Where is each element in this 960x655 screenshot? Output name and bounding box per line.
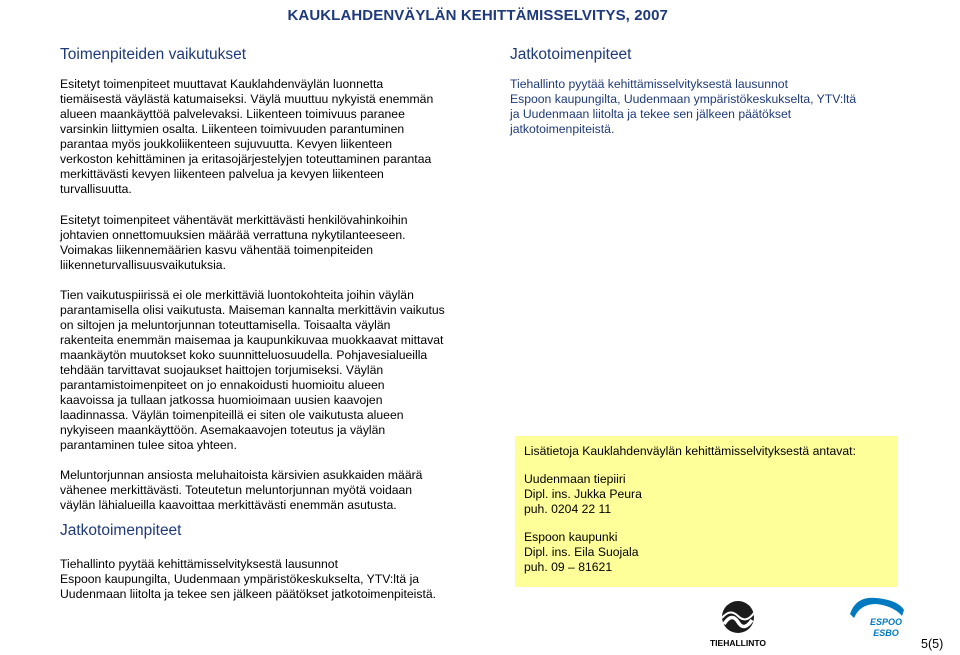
right-column	[510, 46, 890, 137]
text-line: turvallisuutta.	[60, 182, 132, 196]
left-column	[60, 46, 455, 513]
document-header-title: KAUKLAHDENVÄYLÄN KEHITTÄMISSELVITYS, 2007	[287, 7, 668, 24]
text-line: Espoon kaupungilta, Uudenmaan ympäristökeskukselta, YTV:ltä	[510, 92, 857, 106]
contact-phone-1: puh. 0204 22 11	[524, 502, 612, 516]
text-line: Esitetyt toimenpiteet vähentävät merkittävästi henkilövahinkoihin	[60, 213, 408, 227]
text-line: väylän lähialueilla kaavoittaa merkittävästi enemmän asutusta.	[60, 498, 397, 512]
text-line: alueen maankäyttöä palvelevaksi. Liikenteen toimivuus paranee	[60, 107, 405, 121]
text-line: tehdään tarvittavat suojaukset haittojen torjumiseksi. Väylän	[60, 363, 384, 377]
text-line: Espoon kaupungilta, Uudenmaan ympäristökeskukselta, YTV:ltä ja	[60, 572, 420, 586]
paragraph-next-steps-right	[510, 77, 890, 137]
text-line: verkoston kehittäminen ja eritasojärjestelyjen toteuttaminen parantaa	[60, 152, 432, 166]
tiehallinto-logo	[708, 600, 768, 650]
text-line: Uudenmaan liitolta ja tekee sen jälkeen päätökset jatkotoimenpiteistä.	[60, 587, 437, 601]
espoo-logo-text-2: ESBO	[873, 628, 899, 638]
contact-info-box	[515, 436, 898, 587]
text-line: Tien vaikutuspiirissä ei ole merkittäviä luontokohteita joihin väylän	[60, 288, 414, 302]
tiehallinto-logo-text: TIEHALLINTO	[709, 638, 767, 648]
text-line: parantamistoimenpiteet on jo ennakoidusti huomioitu alueen	[60, 378, 385, 392]
contact-org-1: Uudenmaan tiepiiri	[524, 472, 626, 486]
section-heading-impacts: Toimenpiteiden vaikutukset	[60, 46, 247, 63]
text-line: nykyiseen maankäyttöön. Asemakaavojen toteutus ja väylän	[60, 423, 386, 437]
section-heading-next-steps-right: Jatkotoimenpiteet	[510, 46, 632, 63]
contact-person-1: Dipl. ins. Jukka Peura	[524, 487, 642, 501]
text-line: Voimakas liikennemäärien kasvu vähentää toimenpiteiden	[60, 243, 374, 257]
text-line: johtavien onnettomuuksien määrää verrattuna nykytilanteeseen.	[60, 228, 406, 242]
text-line: maankäytön muutokset koko suunnitteluosuudella. Pohjavesialueilla	[60, 348, 428, 362]
text-line: Meluntorjunnan ansiosta meluhaitoista kärsivien asukkaiden määrä	[60, 468, 423, 482]
text-line: varsinkin liittymien osalta. Liikenteen toimivuuden parantuminen	[60, 122, 405, 136]
text-line: kaavoissa ja tullaan jatkossa huomioimaan uusien kaavojen	[60, 393, 383, 407]
text-line: parantamisella olisi vaikutusta. Maiseman kannalta merkittävin vaikutus	[60, 303, 445, 317]
espoo-logo	[846, 592, 908, 640]
section-heading-next-steps-left: Jatkotoimenpiteet	[60, 522, 182, 539]
page-number: 5(5)	[921, 637, 944, 651]
text-line: ja Uudenmaan liitolta ja tekee sen jälkeen päätökset	[510, 107, 792, 121]
contact-person-2: Dipl. ins. Eila Suojala	[524, 545, 639, 559]
contact-info-title: Lisätietoja Kauklahdenväylän kehittämisselvityksestä antavat:	[524, 444, 856, 458]
contact-org-2: Espoon kaupunki	[524, 530, 618, 544]
text-line: parantaminen tulee sitoa yhteen.	[60, 438, 237, 452]
text-line: jatkotoimenpiteistä.	[510, 122, 615, 136]
contact-phone-2: puh. 09 – 81621	[524, 560, 613, 574]
text-line: rakenteita enemmän maisemaa ja kaupunkikuvaa muokkaavat mittavat	[60, 333, 444, 347]
text-line: Tiehallinto pyytää kehittämisselvityksestä lausunnot	[60, 557, 338, 571]
text-line: laadinnassa. Väylän toimenpiteillä ei siten ole vaikutusta alueen	[60, 408, 404, 422]
text-line: vähenee merkittävästi. Toteutetun meluntorjunnan myötä voidaan	[60, 483, 413, 497]
paragraph-next-steps-left	[60, 557, 455, 602]
text-line: Esitetyt toimenpiteet muuttavat Kauklahdenväylän luonnetta	[60, 77, 384, 91]
text-line: on siltojen ja meluntorjunnan toteuttamisella. Toisaalta väylän	[60, 318, 391, 332]
text-line: tiemäisestä väylästä katumaiseksi. Väylä muuttuu nykyistä enemmän	[60, 92, 434, 106]
text-line: parantaa myös joukkoliikenteen sujuvuutta. Kevyen liikenteen	[60, 137, 392, 151]
paragraph-impacts-1	[60, 77, 455, 197]
espoo-logo-text-1: ESPOO	[869, 617, 903, 627]
text-line: Tiehallinto pyytää kehittämisselvityksestä lausunnot	[510, 77, 788, 91]
text-line: liikenneturvallisuusvaikutuksia.	[60, 258, 226, 272]
paragraph-impacts-3	[60, 288, 455, 453]
paragraph-impacts-2	[60, 213, 455, 273]
text-line: merkittävästi kevyen liikenteen palvelua ja kevyen liikenteen	[60, 167, 384, 181]
paragraph-impacts-4	[60, 468, 455, 513]
